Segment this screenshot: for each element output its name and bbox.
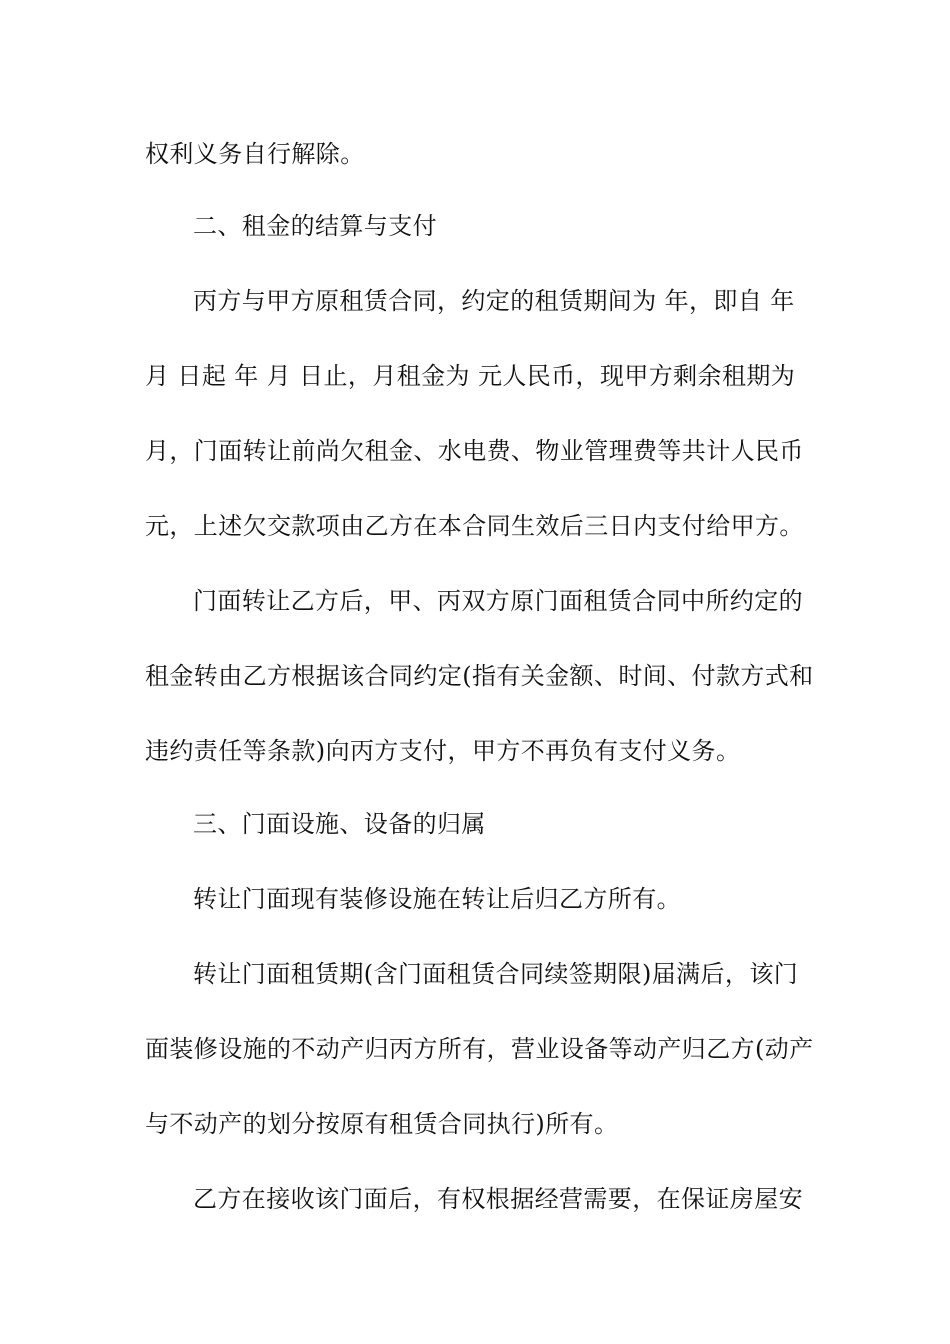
text-line-5: 月，门面转让前尚欠租金、水电费、物业管理费等共计人民币 bbox=[145, 437, 804, 465]
section-heading-2: 二、租金的结算与支付 bbox=[193, 212, 437, 240]
text-line-11: 转让门面现有装修设施在转让后归乙方所有。 bbox=[193, 885, 681, 913]
text-line-8: 租金转由乙方根据该合同约定(指有关金额、时间、付款方式和 bbox=[145, 662, 814, 690]
text-line-4: 月 日起 年 月 日止，月租金为 元人民币，现甲方剩余租期为 bbox=[145, 362, 796, 390]
section-heading-3: 三、门面设施、设备的归属 bbox=[193, 810, 486, 838]
text-line-12: 转让门面租赁期(含门面租赁合同续签期限)届满后，该门 bbox=[193, 960, 799, 988]
text-line-6: 元，上述欠交款项由乙方在本合同生效后三日内支付给甲方。 bbox=[145, 512, 804, 540]
text-line-3: 丙方与甲方原租赁合同，约定的租赁期间为 年，即自 年 bbox=[193, 287, 795, 315]
text-line-7: 门面转让乙方后，甲、丙双方原门面租赁合同中所约定的 bbox=[193, 587, 803, 615]
text-line-1: 权利义务自行解除。 bbox=[145, 140, 365, 168]
text-line-13: 面装修设施的不动产归丙方所有，营业设备等动产归乙方(动产 bbox=[145, 1035, 814, 1063]
text-line-14: 与不动产的划分按原有租赁合同执行)所有。 bbox=[145, 1110, 619, 1138]
text-line-9: 违约责任等条款)向丙方支付，甲方不再负有支付义务。 bbox=[145, 737, 741, 765]
text-line-15: 乙方在接收该门面后，有权根据经营需要，在保证房屋安 bbox=[193, 1185, 803, 1213]
